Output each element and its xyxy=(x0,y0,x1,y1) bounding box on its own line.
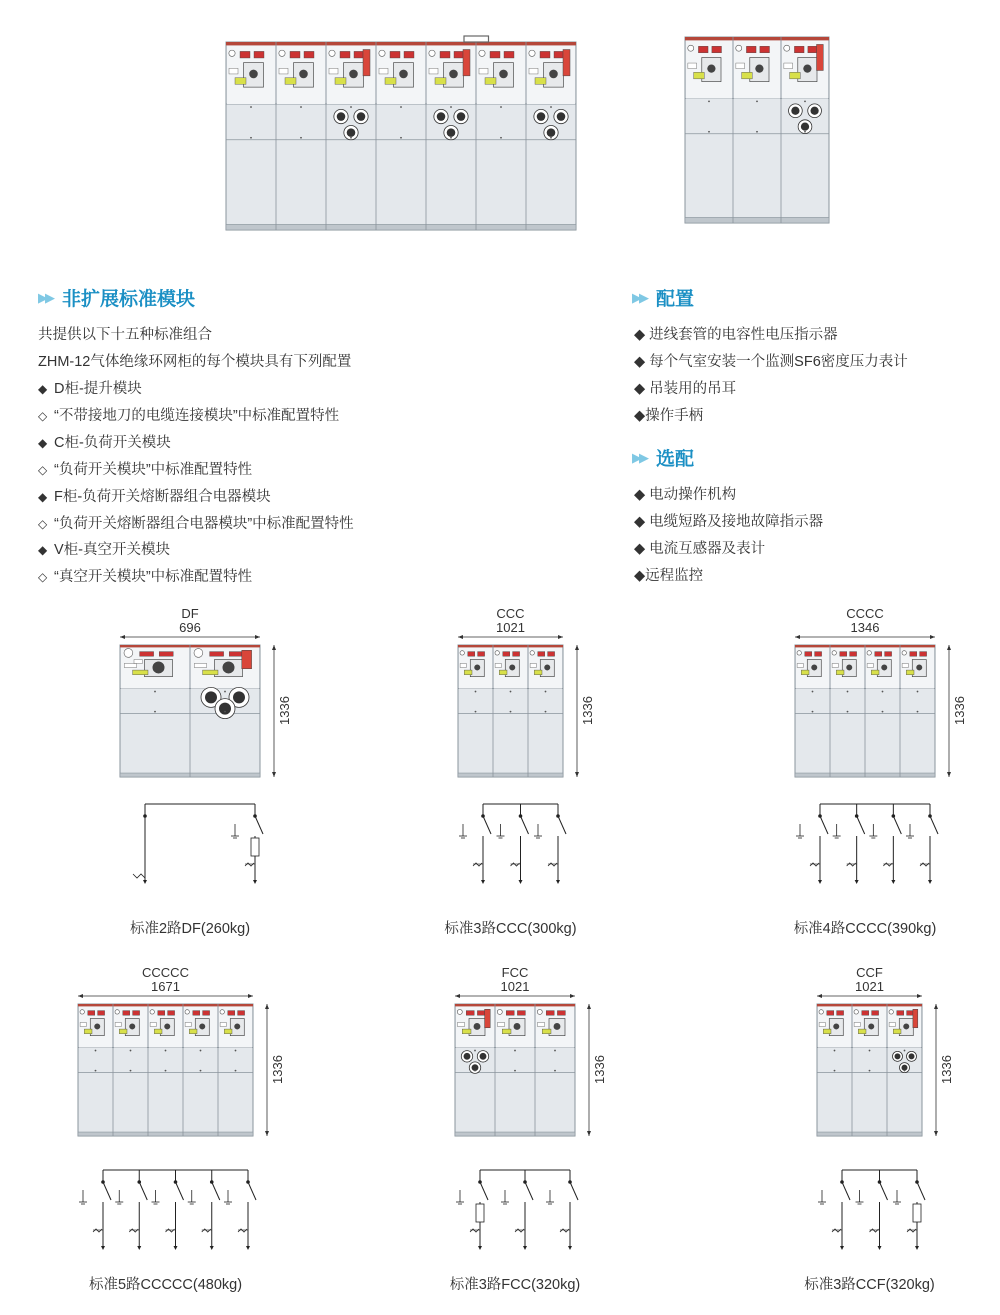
module-dimension-label xyxy=(458,607,563,635)
module-caption: 标准3路FCC(320kg) xyxy=(449,1277,581,1293)
module-caption: 标准4路CCCC(390kg) xyxy=(793,921,937,937)
module-drawing-cccc xyxy=(795,635,975,785)
config-section-header xyxy=(632,284,694,311)
left-section-title: 非扩展标准模块 xyxy=(62,289,196,310)
hero-cabinet-large xyxy=(224,22,579,232)
option-item: ◆ 电动操作机构 xyxy=(634,487,737,503)
module-dimension-label xyxy=(455,966,575,994)
intro-line: 共提供以下十五种标准组合 xyxy=(38,327,212,343)
left-section-header xyxy=(38,284,195,311)
module-sld-ccf xyxy=(807,1166,952,1261)
module-dimension-label xyxy=(795,607,935,635)
cabinet-front xyxy=(795,645,935,777)
option-section-header xyxy=(632,444,694,471)
single-line-diagram xyxy=(456,1170,578,1250)
module-drawing-df xyxy=(120,635,300,785)
config-item: ◆ 进线套管的电容性电压指示器 xyxy=(634,327,838,343)
hollow-diamond-icon: ◇ xyxy=(38,408,48,423)
double-arrow-icon: ▶▶ xyxy=(632,289,646,305)
left-item xyxy=(38,431,171,452)
module-height: 1336 xyxy=(951,696,967,725)
left-item-text: “负荷开关模块”中标准配置特性 xyxy=(54,461,253,478)
cabinet-front xyxy=(120,645,260,777)
left-item xyxy=(38,538,170,559)
filled-diamond-icon: ◆ xyxy=(38,489,48,504)
intro-line: ZHM-12气体绝缘环网柜的每个模块具有下列配置 xyxy=(38,354,352,370)
module-drawing-ccccc xyxy=(78,994,293,1144)
module-dimension-label xyxy=(78,966,253,994)
hollow-diamond-icon: ◇ xyxy=(38,516,48,531)
hollow-diamond-icon: ◇ xyxy=(38,570,48,585)
module-width: 1021 xyxy=(855,979,884,994)
left-item-text: “真空开关模块”中标准配置特性 xyxy=(54,569,253,586)
module-code: CCCC xyxy=(846,606,884,621)
left-item xyxy=(38,565,252,586)
cabinet-front xyxy=(685,37,829,223)
config-item: ◆ 吊装用的吊耳 xyxy=(634,380,737,397)
config-item: ◆操作手柄 xyxy=(634,407,704,424)
double-arrow-icon: ▶▶ xyxy=(632,449,646,465)
left-item-text: V柜-真空开关模块 xyxy=(54,542,170,559)
module-code: CCC xyxy=(496,606,525,621)
left-item-text: “不带接地刀的电缆连接模块”中标准配置特性 xyxy=(54,407,340,424)
left-item xyxy=(38,485,271,506)
single-line-diagram xyxy=(79,1170,256,1250)
module-sld-ccc xyxy=(448,800,593,895)
option-item: ◆ 电缆短路及接地故障指示器 xyxy=(634,513,824,530)
left-item-text: F柜-负荷开关熔断器组合电器模块 xyxy=(54,488,271,505)
option-item: ◆ 电流互感器及表计 xyxy=(634,540,766,557)
cabinet-front xyxy=(817,1004,922,1136)
module-height: 1336 xyxy=(579,696,595,725)
cabinet-front xyxy=(455,1004,575,1136)
module-width: 1346 xyxy=(850,620,880,635)
left-item xyxy=(38,458,252,479)
module-sld-ccccc xyxy=(68,1166,283,1261)
cabinet-front xyxy=(458,645,563,777)
single-line-diagram xyxy=(796,804,938,884)
module-code: FCC xyxy=(501,965,529,980)
module-code: CCCCC xyxy=(142,965,189,980)
single-line-diagram xyxy=(459,804,566,884)
left-item xyxy=(38,377,142,398)
double-arrow-icon: ▶▶ xyxy=(38,289,52,305)
option-section-title: 选配 xyxy=(656,449,695,470)
filled-diamond-icon: ◆ xyxy=(38,382,48,396)
option-item: ◆远程监控 xyxy=(634,567,704,584)
left-item xyxy=(38,404,339,425)
module-height: 1336 xyxy=(276,696,292,725)
cabinet-front xyxy=(226,36,576,230)
module-caption: 标准2路DF(260kg) xyxy=(129,921,251,937)
module-width: 696 xyxy=(179,620,201,635)
module-sld-cccc xyxy=(785,800,965,895)
config-item: ◆ 每个气室安装一个监测SF6密度压力表计 xyxy=(634,353,908,370)
module-sld-fcc xyxy=(445,1166,605,1261)
module-width: 1671 xyxy=(151,979,180,994)
single-line-diagram xyxy=(818,1170,925,1250)
hollow-diamond-icon: ◇ xyxy=(38,462,48,477)
module-width: 1021 xyxy=(496,620,525,635)
module-code: CCF xyxy=(856,965,883,980)
hero-cabinet-small xyxy=(683,22,833,227)
filled-diamond-icon: ◆ xyxy=(38,435,48,450)
module-code: DF xyxy=(181,606,199,621)
left-item-text: C柜-负荷开关模块 xyxy=(54,434,171,451)
module-dimension-label xyxy=(817,966,922,994)
single-line-diagram xyxy=(133,804,263,884)
filled-diamond-icon: ◆ xyxy=(38,543,48,558)
module-width: 1021 xyxy=(500,979,530,994)
cabinet-front xyxy=(78,1004,253,1136)
left-item-text: D柜-提升模块 xyxy=(54,381,142,397)
left-item-text: “负荷开关熔断器组合电器模块”中标准配置特性 xyxy=(54,515,354,532)
module-height: 1336 xyxy=(938,1055,954,1084)
config-section-title: 配置 xyxy=(656,289,695,310)
module-sld-df xyxy=(110,800,290,895)
left-item xyxy=(38,512,354,533)
module-dimension-label xyxy=(120,607,260,635)
module-caption: 标准5路CCCCC(480kg) xyxy=(88,1277,243,1293)
module-caption: 标准3路CCF(320kg) xyxy=(804,1277,935,1293)
module-caption: 标准3路CCC(300kg) xyxy=(444,921,577,937)
module-height: 1336 xyxy=(269,1055,285,1084)
module-height: 1336 xyxy=(591,1055,607,1084)
